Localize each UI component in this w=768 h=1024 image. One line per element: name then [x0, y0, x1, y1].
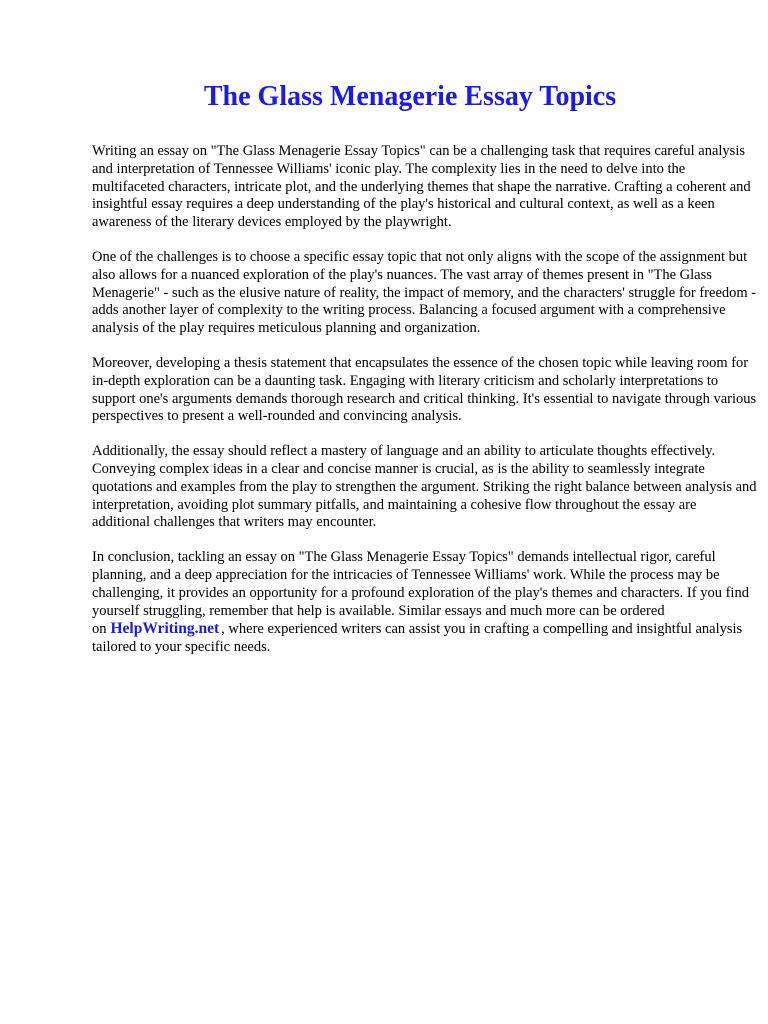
- paragraph-conclusion: [92, 549, 757, 657]
- paragraph-1: Writing an essay on "The Glass Menagerie Essay Topics" can be a challenging task that requires careful analysis and interpretation of Tennessee Williams' iconic play. The complexity lies in the need to delve into the multifaceted characters, intricate plot, and the underlying themes that shape the narrative. Crafting a coherent and insightful essay requires a deep understanding of the play's historical and cultural context, as well as a keen awareness of the literary devices employed by the playwright.: [92, 143, 751, 231]
- conclusion-text-before: In conclusion, tackling an essay on "The Glass Menagerie Essay Topics" demands intellectual rigor, careful planning, and a deep appreciation for the intricacies of Tennessee Williams' work. While the process may be challenging, it provides an opportunity for a profound exploration of the play's themes and characters. If you find yourself struggling, remember that help is available. Similar essays and much more can be ordered on: [92, 549, 749, 638]
- essay-body: [92, 143, 757, 674]
- paragraph-4: Additionally, the essay should reflect a mastery of language and an ability to articulate thoughts effectively. Conveying complex ideas in a clear and concise manner is crucial, as is the ability to seamlessly integrate quotations and examples from the play to strengthen the argument. Striking the right balance between analysis and interpretation, avoiding plot summary pitfalls, and maintaining a cohesive flow throughout the essay are additional challenges that writers may encounter.: [92, 443, 757, 531]
- helpwriting-link[interactable]: HelpWriting.net: [110, 620, 220, 638]
- page-title: The Glass Menagerie Essay Topics: [203, 81, 617, 112]
- paragraph-3: Moreover, developing a thesis statement that encapsulates the essence of the chosen topic while leaving room for in-depth exploration can be a daunting task. Engaging with literary criticism and scholarly interpretations to support one's arguments demands thorough research and critical thinking. It's essential to navigate through various perspectives to present a well-rounded and convincing analysis.: [92, 354, 757, 425]
- conclusion-text-after: , where experienced writers can assist you in crafting a compelling and insightful analysis tailored to your specific needs.: [92, 621, 743, 656]
- paragraph-2: One of the challenges is to choose a specific essay topic that not only aligns with the scope of the assignment but also allows for a nuanced exploration of the play's nuances. The vast array of themes present in "The Glass Menagerie" - such as the elusive nature of reality, the impact of memory, and the characters' struggle for freedom - adds another layer of complexity to the writing process. Balancing a focused argument with a comprehensive analysis of the play requires meticulous planning and organization.: [92, 248, 757, 337]
